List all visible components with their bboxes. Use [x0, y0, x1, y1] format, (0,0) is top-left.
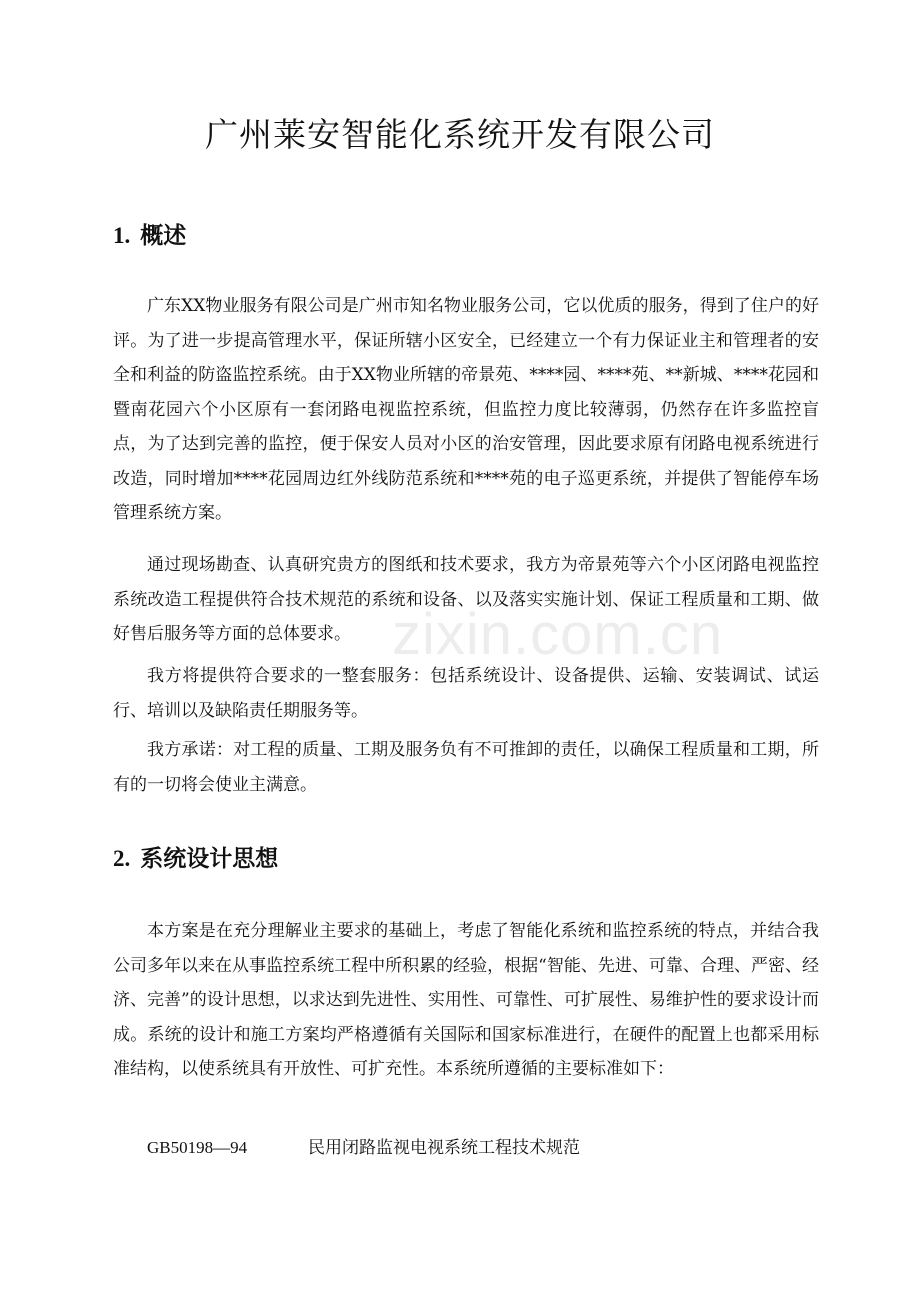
section-number: 1.: [113, 223, 131, 248]
standard-name: 民用闭路监视电视系统工程技术规范: [308, 1138, 580, 1158]
paragraph-overview-2: 通过现场勘查、认真研究贵方的图纸和技术要求，我方为帝景苑等六个小区闭路电视监控系统改造工程提供符合技术规范的系统和设备、以及落实实施计划、保证工程质量和工期、做好售后服务等方面的总体要求。: [113, 555, 819, 644]
section-heading-overview: [113, 220, 186, 252]
paragraph-overview-4: 我方承诺：对工程的质量、工期及服务负有不可推卸的责任，以确保工程质量和工期，所有的一切将会使业主满意。: [113, 740, 819, 795]
paragraph-design-1: 本方案是在充分理解业主要求的基础上，考虑了智能化系统和监控系统的特点，并结合我公司多年以来在从事监控系统工程中所积累的经验，根据“智能、先进、可靠、合理、严密、经济、完善”的设计思想，以求达到先进性、实用性、可靠性、可扩展性、易维护性的要求设计而成。系统的设计和施工方案均严格遵循有关国际和国家标准进行，在硬件的配置上也都采用标准结构，以使系统具有开放性、可扩充性。本系统所遵循的主要标准如下：: [113, 921, 819, 1079]
section-title: 系统设计思想: [140, 846, 279, 872]
section-number: 2.: [113, 846, 131, 871]
standard-row: [147, 1131, 580, 1165]
section-title: 概述: [140, 223, 187, 249]
standard-code: GB50198—94: [147, 1138, 248, 1157]
paragraph-overview-3: 我方将提供符合要求的一整套服务：包括系统设计、设备提供、运输、安装调试、试运行、培训以及缺陷责任期服务等。: [113, 666, 819, 721]
watermark: zixin.com.cn: [392, 602, 724, 667]
section-heading-design-philosophy: [113, 843, 278, 875]
paragraph-overview-1: 广东XX物业服务有限公司是广州市知名物业服务公司，它以优质的服务，得到了住户的好评。为了进一步提高管理水平，保证所辖小区安全，已经建立一个有力保证业主和管理者的安全和利益的防盗监控系统。由于XX物业所辖的帝景苑、****园、****苑、**新城、****花园和暨南花园六个小区原有一套闭路电视监控系统，但监控力度比较薄弱，仍然存在许多监控盲点，为了达到完善的监控，便于保安人员对小区的治安管理，因此要求原有闭路电视系统进行改造，同时增加****花园周边红外线防范系统和****苑的电子巡更系统，并提供了智能停车场管理系统方案。: [113, 296, 819, 523]
page-title: 广州莱安智能化系统开发有限公司: [205, 115, 715, 154]
